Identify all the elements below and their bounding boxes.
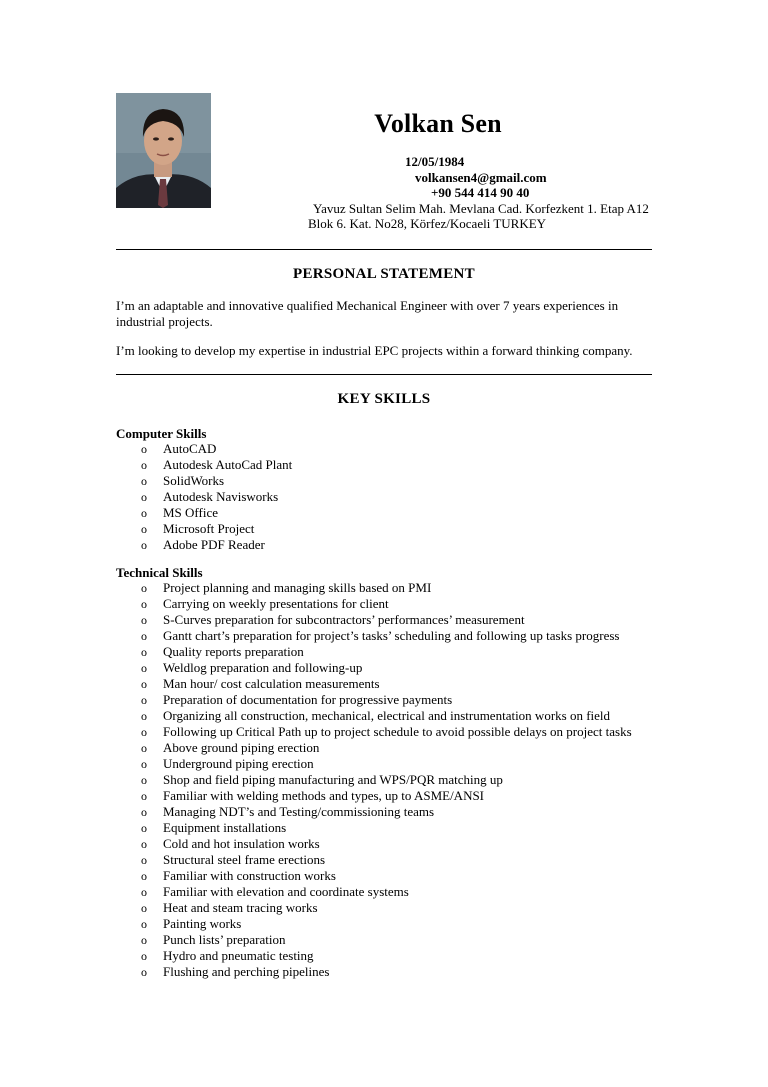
address-line-2: Blok 6. Kat. No28, Körfez/Kocaeli TURKEY [308, 216, 547, 231]
skill-item [116, 820, 632, 836]
bullet-marker: o [141, 741, 147, 755]
candidate-name: Volkan Sen [374, 109, 502, 138]
bullet-marker: o [141, 853, 147, 867]
skill-text: Autodesk AutoCad Plant [163, 457, 293, 472]
bullet-marker: o [141, 789, 147, 803]
bullet-marker: o [141, 597, 147, 611]
bullet-marker: o [141, 869, 147, 883]
bullet-marker: o [141, 757, 147, 771]
skill-text: Familiar with welding methods and types, up to ASME/ANSI [163, 788, 485, 803]
skill-text: S-Curves preparation for subcontractors’ performances’ measurement [163, 612, 525, 627]
bullet-marker: o [141, 506, 147, 520]
skill-text: Project planning and managing skills based on PMI [163, 580, 432, 595]
divider [116, 249, 652, 250]
skill-item [116, 756, 632, 772]
bullet-marker: o [141, 725, 147, 739]
bullet-marker: o [141, 773, 147, 787]
skill-item [116, 612, 632, 628]
skill-text: Weldlog preparation and following-up [163, 660, 363, 675]
skill-item [116, 964, 632, 980]
skill-text: Autodesk Navisworks [163, 489, 279, 504]
bullet-marker: o [141, 917, 147, 931]
skill-text: Punch lists’ preparation [163, 932, 286, 947]
phone-number: +90 544 414 90 40 [431, 185, 530, 200]
bullet-marker: o [141, 458, 147, 472]
skill-text: AutoCAD [163, 441, 217, 456]
skill-item [116, 932, 632, 948]
skill-text: Equipment installations [163, 820, 287, 835]
skill-item [116, 644, 632, 660]
bullet-marker: o [141, 677, 147, 691]
bullet-marker: o [141, 965, 147, 979]
skill-text: Shop and field piping manufacturing and WPS/PQR matching up [163, 772, 503, 787]
bullet-marker: o [141, 522, 147, 536]
personal-statement-paragraph-2: I’m looking to develop my expertise in industrial EPC projects within a forward thinking company. [116, 343, 633, 358]
technical-skills-heading: Technical Skills [116, 565, 203, 580]
profile-photo [116, 93, 211, 208]
skill-item [116, 457, 292, 473]
bullet-marker: o [141, 933, 147, 947]
skill-item [116, 692, 632, 708]
skill-item [116, 884, 632, 900]
portrait-image [116, 93, 211, 208]
skill-text: Carrying on weekly presentations for client [163, 596, 389, 611]
skill-text: Gantt chart’s preparation for project’s tasks’ scheduling and following up tasks progress [163, 628, 620, 643]
bullet-marker: o [141, 901, 147, 915]
skill-item [116, 852, 632, 868]
personal-statement-paragraph-1: I’m an adaptable and innovative qualified Mechanical Engineer with over 7 years experiences in industrial projects. [116, 298, 619, 329]
skill-item [116, 788, 632, 804]
skill-text: MS Office [163, 505, 219, 520]
skill-text: Above ground piping erection [163, 740, 320, 755]
skill-text: Organizing all construction, mechanical, electrical and instrumentation works on field [163, 708, 611, 723]
bullet-marker: o [141, 949, 147, 963]
skill-text: Familiar with construction works [163, 868, 336, 883]
skill-text: Managing NDT’s and Testing/commissioning teams [163, 804, 435, 819]
bullet-marker: o [141, 709, 147, 723]
skill-item [116, 505, 292, 521]
skill-item [116, 740, 632, 756]
bullet-marker: o [141, 490, 147, 504]
skill-text: Cold and hot insulation works [163, 836, 320, 851]
bullet-marker: o [141, 821, 147, 835]
skill-item [116, 628, 632, 644]
skill-text: Following up Critical Path up to project schedule to avoid possible delays on project tasks [163, 724, 632, 739]
bullet-marker: o [141, 885, 147, 899]
divider [116, 374, 652, 375]
skill-item [116, 836, 632, 852]
skill-item [116, 660, 632, 676]
skill-item [116, 868, 632, 884]
skill-item [116, 948, 632, 964]
skill-item [116, 596, 632, 612]
skill-item [116, 708, 632, 724]
bullet-marker: o [141, 613, 147, 627]
address-line-1: Yavuz Sultan Selim Mah. Mevlana Cad. Korfezkent 1. Etap A12 [313, 201, 649, 216]
bullet-marker: o [141, 645, 147, 659]
email-address: volkansen4@gmail.com [415, 170, 547, 185]
skill-text: Familiar with elevation and coordinate systems [163, 884, 409, 899]
bullet-marker: o [141, 538, 147, 552]
bullet-marker: o [141, 805, 147, 819]
skill-text: Preparation of documentation for progressive payments [163, 692, 453, 707]
skill-item [116, 724, 632, 740]
skill-item [116, 580, 632, 596]
key-skills-heading: KEY SKILLS [337, 391, 431, 407]
skill-item [116, 441, 292, 457]
personal-statement-heading: PERSONAL STATEMENT [293, 266, 475, 282]
skill-item [116, 916, 632, 932]
bullet-marker: o [141, 442, 147, 456]
bullet-marker: o [141, 474, 147, 488]
skill-text: Quality reports preparation [163, 644, 304, 659]
skill-item [116, 900, 632, 916]
skill-item [116, 537, 292, 553]
skill-text: Hydro and pneumatic testing [163, 948, 314, 963]
date-of-birth: 12/05/1984 [405, 154, 465, 169]
skill-text: Structural steel frame erections [163, 852, 326, 867]
skill-text: Flushing and perching pipelines [163, 964, 330, 979]
bullet-marker: o [141, 661, 147, 675]
bullet-marker: o [141, 693, 147, 707]
skill-text: Adobe PDF Reader [163, 537, 265, 552]
skill-item [116, 473, 292, 489]
skill-text: Man hour/ cost calculation measurements [163, 676, 380, 691]
skill-text: Heat and steam tracing works [163, 900, 318, 915]
skill-item [116, 521, 292, 537]
bullet-marker: o [141, 581, 147, 595]
bullet-marker: o [141, 837, 147, 851]
skill-text: Painting works [163, 916, 242, 931]
skill-item [116, 772, 632, 788]
technical-skills-list [116, 580, 632, 980]
skill-item [116, 804, 632, 820]
skill-item [116, 676, 632, 692]
bullet-marker: o [141, 629, 147, 643]
skill-text: Microsoft Project [163, 521, 255, 536]
skill-item [116, 489, 292, 505]
skill-text: Underground piping erection [163, 756, 314, 771]
computer-skills-heading: Computer Skills [116, 426, 207, 441]
skill-text: SolidWorks [163, 473, 225, 488]
computer-skills-list [116, 441, 292, 553]
